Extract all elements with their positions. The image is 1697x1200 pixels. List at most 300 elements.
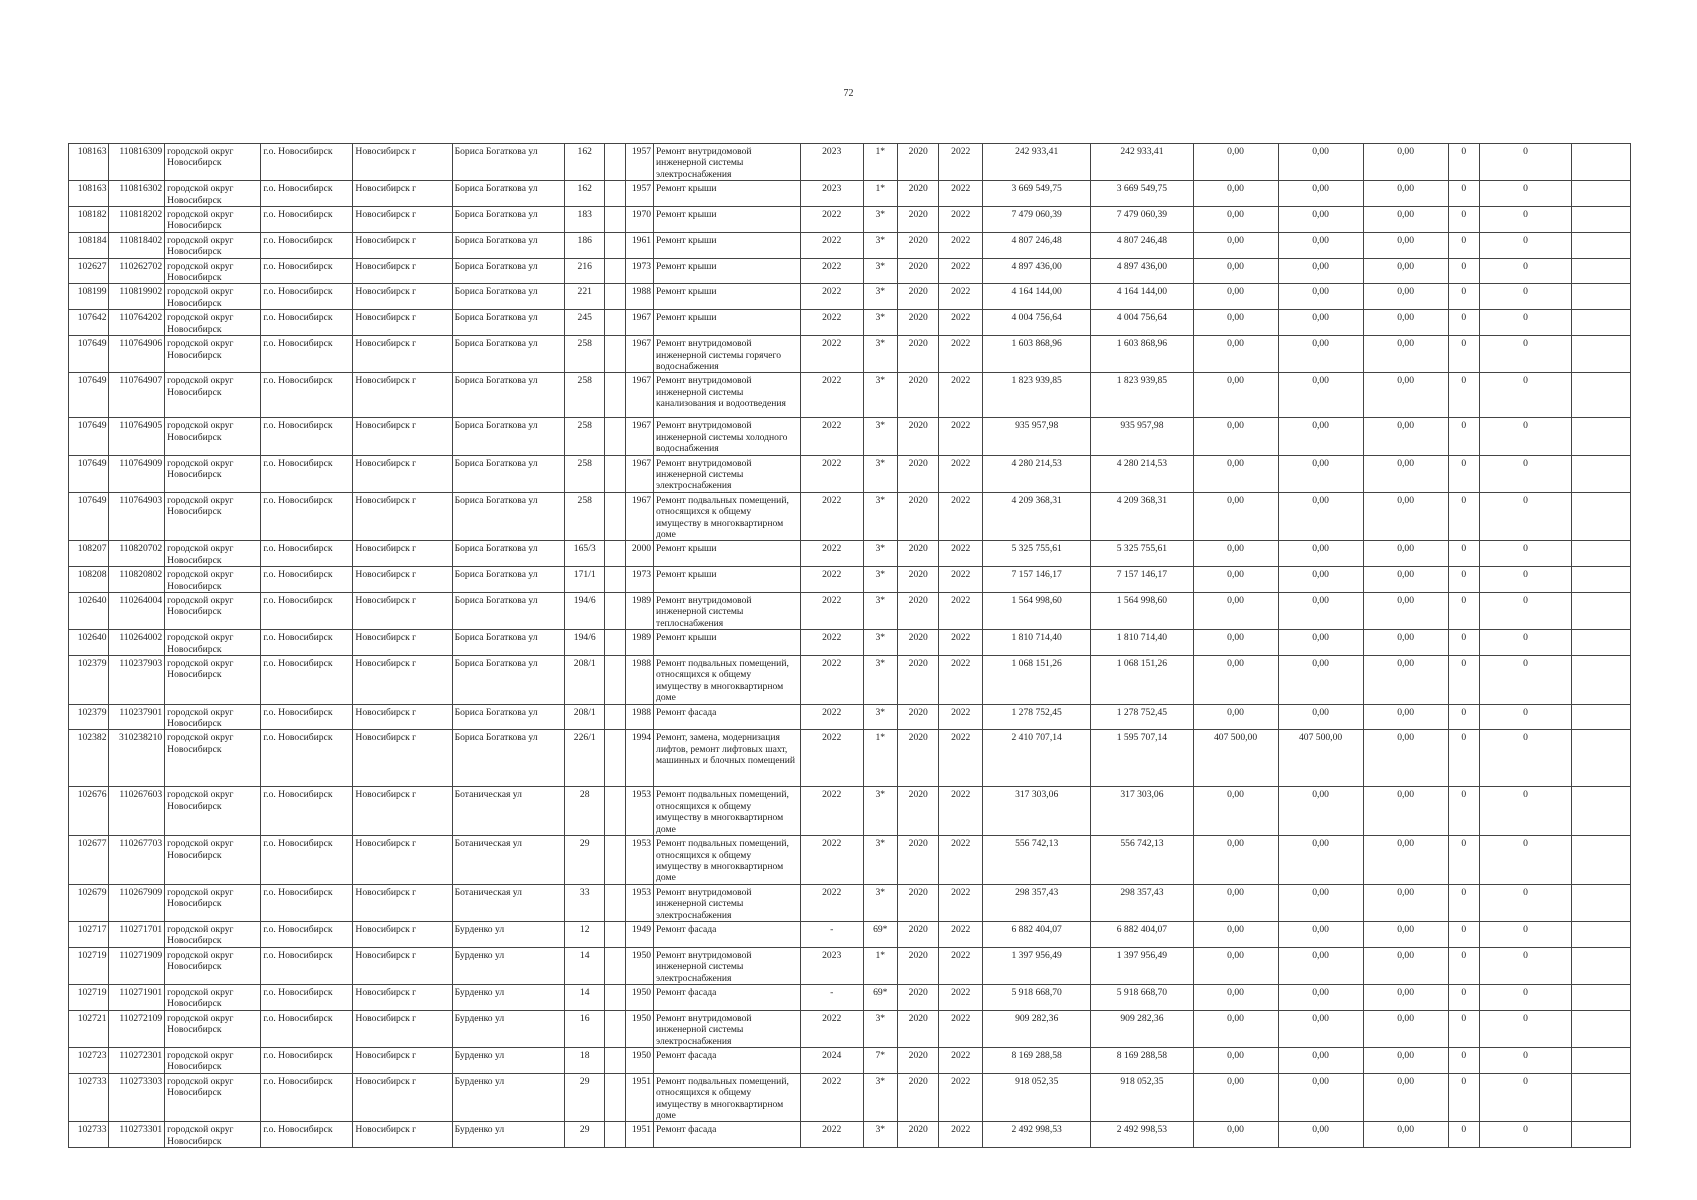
table-body xyxy=(69,144,1631,1148)
cell-cost-budget-3: 0,00 xyxy=(1363,593,1448,630)
cell-quantity: 0 xyxy=(1448,373,1479,418)
cell-cost-budget-2: 0,00 xyxy=(1278,593,1363,630)
cell-object-id: 102733 xyxy=(69,1122,109,1148)
cell-work-id: 110271901 xyxy=(109,984,165,1010)
cell-amount: 0 xyxy=(1480,144,1572,181)
cell-street: Бурденко ул xyxy=(452,1073,564,1122)
cell-building xyxy=(605,541,625,567)
cell-code: 3* xyxy=(863,207,897,233)
cell-work-id: 110764909 xyxy=(109,455,165,492)
cell-plan-year: 2023 xyxy=(800,181,863,207)
cell-start-year: 2020 xyxy=(897,310,939,336)
cell-settlement: Новосибирск г xyxy=(353,704,452,730)
cell-cost-budget-3: 0,00 xyxy=(1363,258,1448,284)
cell-settlement: Новосибирск г xyxy=(353,455,452,492)
cell-end-year: 2022 xyxy=(939,418,983,455)
cell-building xyxy=(605,1073,625,1122)
cell-house-number: 258 xyxy=(564,455,604,492)
page-number: 72 xyxy=(843,88,854,99)
cell-cost-fund: 8 169 288,58 xyxy=(1091,1048,1193,1074)
cell-plan-year: 2022 xyxy=(800,1122,863,1148)
cell-object-id: 107649 xyxy=(69,492,109,541)
cell-cost-budget-2: 0,00 xyxy=(1278,181,1363,207)
cell-cost-fund: 3 669 549,75 xyxy=(1091,181,1193,207)
cell-cost-budget-1: 0,00 xyxy=(1193,284,1278,310)
cell-municipal-district: г.о. Новосибирск xyxy=(261,232,353,258)
cell-code: 3* xyxy=(863,492,897,541)
cell-plan-year: 2022 xyxy=(800,593,863,630)
table-row xyxy=(69,284,1631,310)
cell-building xyxy=(605,284,625,310)
cell-cost-budget-3: 0,00 xyxy=(1363,455,1448,492)
table-row xyxy=(69,373,1631,418)
cell-cost-fund: 1 278 752,45 xyxy=(1091,704,1193,730)
cell-municipal-district: г.о. Новосибирск xyxy=(261,207,353,233)
cell-quantity: 0 xyxy=(1448,336,1479,373)
table-row xyxy=(69,1048,1631,1074)
cell-cost-fund: 7 157 146,17 xyxy=(1091,567,1193,593)
cell-settlement: Новосибирск г xyxy=(353,947,452,984)
cell-end-year: 2022 xyxy=(939,284,983,310)
table-row xyxy=(69,1010,1631,1047)
cell-house-number: 245 xyxy=(564,310,604,336)
cell-cost-budget-3: 0,00 xyxy=(1363,373,1448,418)
cell-total-cost: 4 807 246,48 xyxy=(983,232,1091,258)
cell-plan-year: 2022 xyxy=(800,730,863,787)
cell-total-cost: 4 280 214,53 xyxy=(983,455,1091,492)
cell-work-type: Ремонт подвальных помещений, относящихся к общему имуществу в многоквартирном доме xyxy=(654,656,801,705)
cell-settlement: Новосибирск г xyxy=(353,1048,452,1074)
cell-work-id: 110764202 xyxy=(109,310,165,336)
cell-cost-budget-1: 0,00 xyxy=(1193,947,1278,984)
cell-amount: 0 xyxy=(1480,492,1572,541)
cell-building xyxy=(605,656,625,705)
cell-cost-budget-3: 0,00 xyxy=(1363,787,1448,836)
cell-end-year: 2022 xyxy=(939,884,983,921)
cell-work-type: Ремонт крыши xyxy=(654,181,801,207)
cell-house-number: 208/1 xyxy=(564,656,604,705)
cell-work-id: 310238210 xyxy=(109,730,165,787)
cell-settlement: Новосибирск г xyxy=(353,656,452,705)
cell-house-number: 258 xyxy=(564,418,604,455)
cell-year-built: 1950 xyxy=(625,1048,653,1074)
cell-object-id: 102379 xyxy=(69,656,109,705)
cell-municipality: городской округ Новосибирск xyxy=(165,704,261,730)
cell-street: Ботаническая ул xyxy=(452,787,564,836)
cell-amount: 0 xyxy=(1480,232,1572,258)
cell-cost-budget-3: 0,00 xyxy=(1363,1073,1448,1122)
table-row xyxy=(69,704,1631,730)
cell-total-cost: 556 742,13 xyxy=(983,836,1091,885)
cell-total-cost: 1 397 956,49 xyxy=(983,947,1091,984)
cell-building xyxy=(605,787,625,836)
cell-cost-fund: 5 918 668,70 xyxy=(1091,984,1193,1010)
cell-work-type: Ремонт подвальных помещений, относящихся к общему имуществу в многоквартирном доме xyxy=(654,836,801,885)
cell-cost-fund: 7 479 060,39 xyxy=(1091,207,1193,233)
cell-amount: 0 xyxy=(1480,630,1572,656)
cell-note xyxy=(1572,921,1631,947)
cell-quantity: 0 xyxy=(1448,232,1479,258)
cell-municipality: городской округ Новосибирск xyxy=(165,787,261,836)
cell-street: Бориса Богаткова ул xyxy=(452,704,564,730)
cell-settlement: Новосибирск г xyxy=(353,144,452,181)
cell-amount: 0 xyxy=(1480,884,1572,921)
cell-cost-budget-2: 0,00 xyxy=(1278,1010,1363,1047)
cell-cost-budget-2: 0,00 xyxy=(1278,984,1363,1010)
cell-code: 3* xyxy=(863,787,897,836)
cell-quantity: 0 xyxy=(1448,921,1479,947)
cell-start-year: 2020 xyxy=(897,492,939,541)
cell-quantity: 0 xyxy=(1448,787,1479,836)
cell-plan-year: 2022 xyxy=(800,630,863,656)
cell-building xyxy=(605,836,625,885)
cell-cost-budget-1: 0,00 xyxy=(1193,787,1278,836)
cell-cost-budget-3: 0,00 xyxy=(1363,884,1448,921)
cell-work-type: Ремонт фасада xyxy=(654,1048,801,1074)
cell-start-year: 2020 xyxy=(897,144,939,181)
cell-building xyxy=(605,181,625,207)
cell-cost-fund: 242 933,41 xyxy=(1091,144,1193,181)
cell-amount: 0 xyxy=(1480,1122,1572,1148)
cell-end-year: 2022 xyxy=(939,144,983,181)
cell-year-built: 1967 xyxy=(625,310,653,336)
cell-cost-budget-1: 0,00 xyxy=(1193,373,1278,418)
cell-total-cost: 5 325 755,61 xyxy=(983,541,1091,567)
table-row xyxy=(69,492,1631,541)
table-row xyxy=(69,630,1631,656)
cell-quantity: 0 xyxy=(1448,181,1479,207)
cell-year-built: 1950 xyxy=(625,1010,653,1047)
cell-work-id: 110272109 xyxy=(109,1010,165,1047)
cell-end-year: 2022 xyxy=(939,1010,983,1047)
cell-work-type: Ремонт внутридомовой инженерной системы холодного водоснабжения xyxy=(654,418,801,455)
cell-street: Бориса Богаткова ул xyxy=(452,373,564,418)
cell-end-year: 2022 xyxy=(939,492,983,541)
cell-code: 3* xyxy=(863,836,897,885)
cell-house-number: 216 xyxy=(564,258,604,284)
cell-quantity: 0 xyxy=(1448,207,1479,233)
cell-quantity: 0 xyxy=(1448,1048,1479,1074)
cell-code: 3* xyxy=(863,284,897,310)
cell-house-number: 33 xyxy=(564,884,604,921)
cell-building xyxy=(605,593,625,630)
cell-street: Бориса Богаткова ул xyxy=(452,144,564,181)
cell-municipal-district: г.о. Новосибирск xyxy=(261,373,353,418)
cell-municipality: городской округ Новосибирск xyxy=(165,336,261,373)
cell-municipality: городской округ Новосибирск xyxy=(165,541,261,567)
cell-note xyxy=(1572,418,1631,455)
cell-note xyxy=(1572,1010,1631,1047)
cell-start-year: 2020 xyxy=(897,258,939,284)
cell-amount: 0 xyxy=(1480,730,1572,787)
cell-cost-budget-2: 0,00 xyxy=(1278,567,1363,593)
cell-work-type: Ремонт крыши xyxy=(654,541,801,567)
cell-quantity: 0 xyxy=(1448,258,1479,284)
cell-year-built: 1967 xyxy=(625,373,653,418)
cell-street: Бориса Богаткова ул xyxy=(452,284,564,310)
cell-cost-budget-2: 0,00 xyxy=(1278,884,1363,921)
cell-building xyxy=(605,492,625,541)
cell-total-cost: 1 603 868,96 xyxy=(983,336,1091,373)
cell-plan-year: 2022 xyxy=(800,232,863,258)
cell-street: Бурденко ул xyxy=(452,984,564,1010)
cell-house-number: 226/1 xyxy=(564,730,604,787)
cell-building xyxy=(605,947,625,984)
cell-note xyxy=(1572,541,1631,567)
cell-cost-budget-2: 0,00 xyxy=(1278,630,1363,656)
cell-work-id: 110271909 xyxy=(109,947,165,984)
cell-amount: 0 xyxy=(1480,921,1572,947)
cell-settlement: Новосибирск г xyxy=(353,181,452,207)
cell-total-cost: 4 897 436,00 xyxy=(983,258,1091,284)
cell-street: Бориса Богаткова ул xyxy=(452,656,564,705)
cell-house-number: 29 xyxy=(564,836,604,885)
cell-municipal-district: г.о. Новосибирск xyxy=(261,593,353,630)
cell-work-id: 110237903 xyxy=(109,656,165,705)
cell-note xyxy=(1572,373,1631,418)
cell-house-number: 258 xyxy=(564,492,604,541)
cell-end-year: 2022 xyxy=(939,656,983,705)
cell-year-built: 1951 xyxy=(625,1122,653,1148)
cell-total-cost: 2 492 998,53 xyxy=(983,1122,1091,1148)
cell-cost-budget-2: 0,00 xyxy=(1278,336,1363,373)
cell-work-type: Ремонт внутридомовой инженерной системы канализования и водоотведения xyxy=(654,373,801,418)
cell-municipal-district: г.о. Новосибирск xyxy=(261,836,353,885)
cell-house-number: 14 xyxy=(564,984,604,1010)
cell-cost-budget-2: 0,00 xyxy=(1278,921,1363,947)
cell-municipality: городской округ Новосибирск xyxy=(165,921,261,947)
cell-settlement: Новосибирск г xyxy=(353,492,452,541)
cell-municipal-district: г.о. Новосибирск xyxy=(261,984,353,1010)
cell-total-cost: 918 052,35 xyxy=(983,1073,1091,1122)
cell-cost-budget-1: 0,00 xyxy=(1193,541,1278,567)
cell-object-id: 102627 xyxy=(69,258,109,284)
cell-amount: 0 xyxy=(1480,656,1572,705)
cell-code: 3* xyxy=(863,418,897,455)
cell-object-id: 102382 xyxy=(69,730,109,787)
cell-start-year: 2020 xyxy=(897,656,939,705)
cell-cost-budget-3: 0,00 xyxy=(1363,947,1448,984)
cell-code: 3* xyxy=(863,455,897,492)
table-row xyxy=(69,258,1631,284)
cell-work-id: 110764906 xyxy=(109,336,165,373)
cell-cost-budget-3: 0,00 xyxy=(1363,144,1448,181)
cell-work-id: 110273301 xyxy=(109,1122,165,1148)
cell-end-year: 2022 xyxy=(939,455,983,492)
cell-plan-year: 2022 xyxy=(800,704,863,730)
cell-start-year: 2020 xyxy=(897,181,939,207)
cell-work-type: Ремонт подвальных помещений, относящихся к общему имуществу в многоквартирном доме xyxy=(654,492,801,541)
cell-end-year: 2022 xyxy=(939,1048,983,1074)
cell-settlement: Новосибирск г xyxy=(353,787,452,836)
cell-code: 3* xyxy=(863,884,897,921)
cell-municipal-district: г.о. Новосибирск xyxy=(261,704,353,730)
cell-cost-budget-3: 0,00 xyxy=(1363,181,1448,207)
cell-municipality: городской округ Новосибирск xyxy=(165,418,261,455)
cell-work-type: Ремонт крыши xyxy=(654,284,801,310)
cell-year-built: 1949 xyxy=(625,921,653,947)
cell-end-year: 2022 xyxy=(939,787,983,836)
cell-street: Бориса Богаткова ул xyxy=(452,310,564,336)
cell-settlement: Новосибирск г xyxy=(353,541,452,567)
cell-municipality: городской округ Новосибирск xyxy=(165,593,261,630)
cell-work-type: Ремонт внутридомовой инженерной системы электроснабжения xyxy=(654,144,801,181)
cell-end-year: 2022 xyxy=(939,984,983,1010)
cell-municipal-district: г.о. Новосибирск xyxy=(261,258,353,284)
cell-cost-budget-3: 0,00 xyxy=(1363,1010,1448,1047)
cell-amount: 0 xyxy=(1480,984,1572,1010)
cell-code: 3* xyxy=(863,656,897,705)
cell-house-number: 14 xyxy=(564,947,604,984)
cell-municipal-district: г.о. Новосибирск xyxy=(261,541,353,567)
cell-cost-budget-1: 0,00 xyxy=(1193,258,1278,284)
table-row xyxy=(69,1073,1631,1122)
cell-work-id: 110267909 xyxy=(109,884,165,921)
cell-quantity: 0 xyxy=(1448,455,1479,492)
cell-start-year: 2020 xyxy=(897,1122,939,1148)
cell-amount: 0 xyxy=(1480,541,1572,567)
table-row xyxy=(69,310,1631,336)
cell-plan-year: 2022 xyxy=(800,373,863,418)
cell-year-built: 1989 xyxy=(625,630,653,656)
cell-municipal-district: г.о. Новосибирск xyxy=(261,884,353,921)
cell-cost-budget-2: 0,00 xyxy=(1278,1048,1363,1074)
cell-quantity: 0 xyxy=(1448,1073,1479,1122)
cell-cost-budget-1: 0,00 xyxy=(1193,921,1278,947)
cell-cost-fund: 298 357,43 xyxy=(1091,884,1193,921)
cell-building xyxy=(605,1048,625,1074)
cell-amount: 0 xyxy=(1480,836,1572,885)
cell-quantity: 0 xyxy=(1448,947,1479,984)
cell-work-id: 110820802 xyxy=(109,567,165,593)
cell-settlement: Новосибирск г xyxy=(353,730,452,787)
cell-object-id: 108163 xyxy=(69,181,109,207)
cell-year-built: 1988 xyxy=(625,656,653,705)
cell-municipal-district: г.о. Новосибирск xyxy=(261,455,353,492)
cell-amount: 0 xyxy=(1480,947,1572,984)
cell-street: Ботаническая ул xyxy=(452,836,564,885)
cell-amount: 0 xyxy=(1480,181,1572,207)
cell-work-id: 110271701 xyxy=(109,921,165,947)
cell-plan-year: 2022 xyxy=(800,567,863,593)
cell-plan-year: 2022 xyxy=(800,1010,863,1047)
cell-work-type: Ремонт внутридомовой инженерной системы электроснабжения xyxy=(654,884,801,921)
cell-cost-budget-2: 0,00 xyxy=(1278,787,1363,836)
cell-start-year: 2020 xyxy=(897,373,939,418)
cell-municipality: городской округ Новосибирск xyxy=(165,1010,261,1047)
cell-municipal-district: г.о. Новосибирск xyxy=(261,492,353,541)
cell-total-cost: 5 918 668,70 xyxy=(983,984,1091,1010)
cell-cost-fund: 1 603 868,96 xyxy=(1091,336,1193,373)
cell-cost-budget-2: 0,00 xyxy=(1278,455,1363,492)
cell-settlement: Новосибирск г xyxy=(353,310,452,336)
cell-object-id: 102379 xyxy=(69,704,109,730)
cell-code: 3* xyxy=(863,258,897,284)
cell-cost-budget-2: 0,00 xyxy=(1278,284,1363,310)
cell-note xyxy=(1572,455,1631,492)
cell-cost-budget-3: 0,00 xyxy=(1363,1122,1448,1148)
cell-house-number: 12 xyxy=(564,921,604,947)
cell-house-number: 194/6 xyxy=(564,593,604,630)
cell-cost-fund: 4 897 436,00 xyxy=(1091,258,1193,284)
cell-total-cost: 3 669 549,75 xyxy=(983,181,1091,207)
cell-quantity: 0 xyxy=(1448,144,1479,181)
cell-street: Бориса Богаткова ул xyxy=(452,567,564,593)
cell-year-built: 1950 xyxy=(625,947,653,984)
cell-year-built: 1989 xyxy=(625,593,653,630)
cell-street: Бориса Богаткова ул xyxy=(452,181,564,207)
table-row xyxy=(69,656,1631,705)
cell-municipal-district: г.о. Новосибирск xyxy=(261,730,353,787)
cell-note xyxy=(1572,947,1631,984)
cell-street: Бориса Богаткова ул xyxy=(452,258,564,284)
cell-municipality: городской округ Новосибирск xyxy=(165,656,261,705)
cell-municipal-district: г.о. Новосибирск xyxy=(261,787,353,836)
cell-street: Бориса Богаткова ул xyxy=(452,232,564,258)
cell-plan-year: 2022 xyxy=(800,492,863,541)
cell-code: 3* xyxy=(863,704,897,730)
cell-start-year: 2020 xyxy=(897,984,939,1010)
table-row xyxy=(69,947,1631,984)
cell-settlement: Новосибирск г xyxy=(353,373,452,418)
cell-object-id: 108207 xyxy=(69,541,109,567)
cell-object-id: 102677 xyxy=(69,836,109,885)
cell-note xyxy=(1572,730,1631,787)
cell-cost-budget-3: 0,00 xyxy=(1363,336,1448,373)
cell-code: 3* xyxy=(863,336,897,373)
cell-work-type: Ремонт внутридомовой инженерной системы электроснабжения xyxy=(654,1010,801,1047)
cell-cost-budget-1: 0,00 xyxy=(1193,630,1278,656)
cell-total-cost: 1 564 998,60 xyxy=(983,593,1091,630)
cell-cost-budget-1: 0,00 xyxy=(1193,656,1278,705)
cell-house-number: 208/1 xyxy=(564,704,604,730)
cell-object-id: 102676 xyxy=(69,787,109,836)
cell-house-number: 18 xyxy=(564,1048,604,1074)
cell-amount: 0 xyxy=(1480,418,1572,455)
cell-object-id: 102733 xyxy=(69,1073,109,1122)
cell-cost-budget-1: 0,00 xyxy=(1193,1048,1278,1074)
cell-street: Бориса Богаткова ул xyxy=(452,418,564,455)
cell-building xyxy=(605,232,625,258)
capital-repair-table xyxy=(68,143,1631,1148)
cell-amount: 0 xyxy=(1480,373,1572,418)
cell-plan-year: - xyxy=(800,921,863,947)
cell-work-id: 110237901 xyxy=(109,704,165,730)
cell-cost-budget-3: 0,00 xyxy=(1363,730,1448,787)
cell-object-id: 102717 xyxy=(69,921,109,947)
table-row xyxy=(69,730,1631,787)
cell-quantity: 0 xyxy=(1448,593,1479,630)
cell-municipality: городской округ Новосибирск xyxy=(165,1048,261,1074)
cell-year-built: 1957 xyxy=(625,144,653,181)
cell-building xyxy=(605,336,625,373)
cell-start-year: 2020 xyxy=(897,836,939,885)
cell-street: Ботаническая ул xyxy=(452,884,564,921)
cell-code: 1* xyxy=(863,181,897,207)
cell-municipal-district: г.о. Новосибирск xyxy=(261,630,353,656)
cell-cost-budget-1: 0,00 xyxy=(1193,181,1278,207)
cell-municipality: городской округ Новосибирск xyxy=(165,630,261,656)
cell-building xyxy=(605,258,625,284)
cell-total-cost: 7 157 146,17 xyxy=(983,567,1091,593)
cell-cost-budget-1: 0,00 xyxy=(1193,455,1278,492)
cell-municipality: городской округ Новосибирск xyxy=(165,310,261,336)
cell-municipality: городской округ Новосибирск xyxy=(165,492,261,541)
cell-street: Бориса Богаткова ул xyxy=(452,541,564,567)
cell-year-built: 1988 xyxy=(625,704,653,730)
cell-quantity: 0 xyxy=(1448,984,1479,1010)
cell-amount: 0 xyxy=(1480,787,1572,836)
